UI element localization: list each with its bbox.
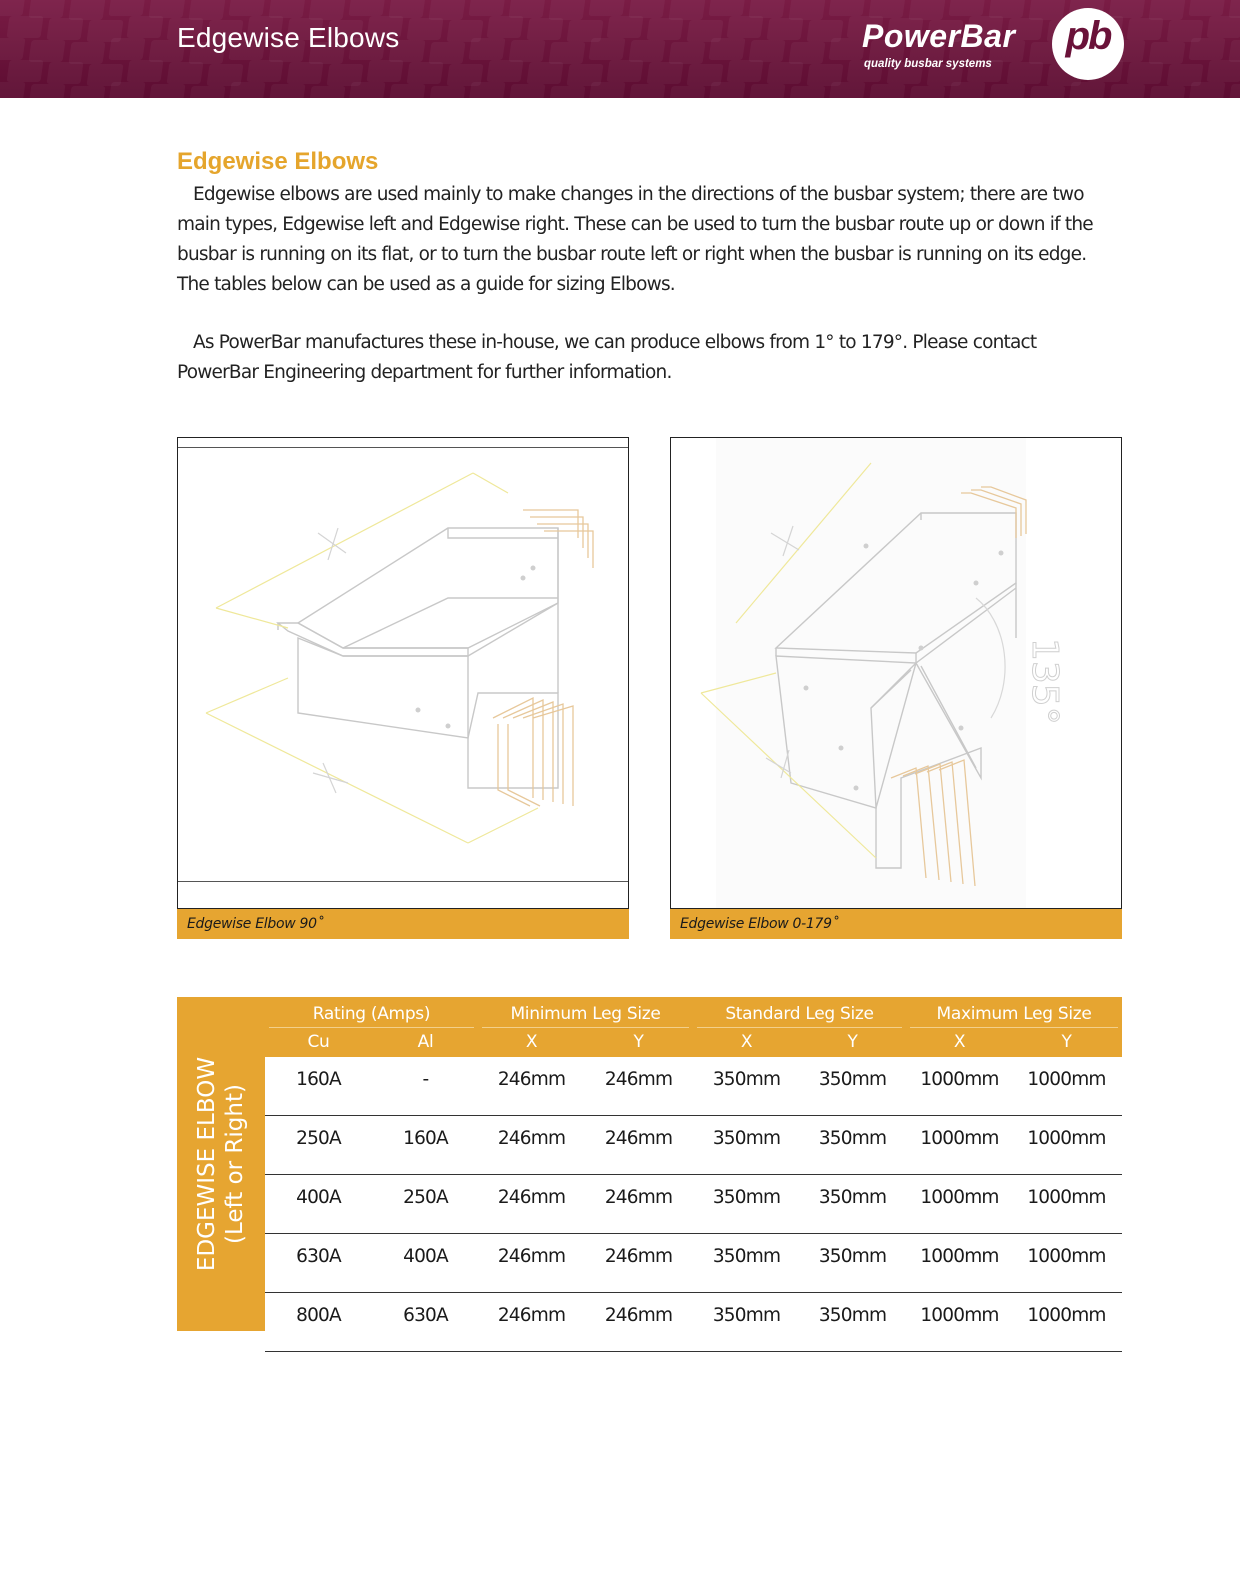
header-pattern-tile [0, 0, 26, 16]
contact-paragraph: As PowerBar manufactures these in-house, we can produce elbows from 1° to 179°. Please contact PowerBar Engineering department for further information. [177, 332, 1037, 383]
table-cell: 630A [403, 1305, 448, 1326]
header-pattern-tile [108, 0, 145, 16]
sub-header: X [740, 1032, 753, 1052]
header-pattern-tile [0, 82, 26, 98]
table-cell: 1000mm [920, 1305, 999, 1326]
header-pattern-tile [1108, 84, 1145, 98]
table-cell: 1000mm [920, 1246, 999, 1267]
header-pattern-tile [548, 42, 585, 64]
header-pattern-tile [188, 86, 225, 98]
header-pattern-tile [628, 40, 665, 62]
header-pattern-tile [68, 86, 105, 98]
table-cell: 1000mm [1027, 1069, 1106, 1090]
header-divider [910, 1027, 1118, 1028]
header-pattern-tile [668, 42, 705, 64]
table-cell: 350mm [818, 1187, 887, 1208]
header-pattern-tile [748, 84, 785, 98]
table-cell: 246mm [604, 1128, 673, 1149]
header-pattern-tile [708, 0, 745, 16]
header-pattern-tile [1188, 0, 1225, 16]
header-pattern-tile [828, 0, 865, 16]
sub-header: Cu [307, 1032, 330, 1052]
table-cell: 350mm [712, 1069, 781, 1090]
header-pattern-tile [1206, 16, 1240, 38]
caption-elbow-0-179: Edgewise Elbow 0-179˚ [670, 909, 1122, 939]
header-pattern-tile [486, 60, 523, 82]
table-cell: 400A [403, 1246, 448, 1267]
header-pattern-tile [988, 84, 1025, 98]
brand-logo-block [862, 12, 1122, 82]
side-label-line2: (Left or Right) [222, 1084, 248, 1244]
header-pattern-tile [228, 0, 265, 16]
angle-label-135: 135° [1024, 638, 1065, 725]
header-pattern-tile [726, 60, 763, 82]
header-pattern-tile [1206, 60, 1240, 82]
table-side-label [177, 997, 265, 1331]
table-cell: 1000mm [920, 1187, 999, 1208]
elbow-90-drawing [178, 438, 628, 908]
table-cell: 246mm [604, 1305, 673, 1326]
header-pattern-tile [28, 40, 65, 62]
header-pattern-tile [406, 18, 443, 40]
header-pattern-tile [428, 86, 465, 98]
brand-name: PowerBar [862, 18, 1016, 54]
table-cell: 630A [296, 1246, 341, 1267]
header-pattern-tile [1126, 18, 1163, 40]
header-pattern-tile [166, 62, 203, 84]
header-rating: Rating (Amps) [312, 1004, 431, 1024]
table-cell: 800A [296, 1305, 341, 1326]
table-cell: 350mm [818, 1128, 887, 1149]
header-pattern-tile [6, 16, 43, 38]
header-std-leg: Standard Leg Size [725, 1004, 874, 1024]
header-pattern-tile [0, 38, 26, 60]
header-pattern-tile [908, 86, 945, 98]
header-pattern-tile [606, 60, 643, 82]
table-cell: 246mm [604, 1069, 673, 1090]
header-pattern-tile [588, 38, 625, 60]
table-cell: 246mm [497, 1069, 566, 1090]
table-cell: 160A [403, 1128, 448, 1149]
header-pattern-tile [28, 84, 65, 98]
table-cell: 160A [296, 1069, 341, 1090]
sub-header: X [525, 1032, 538, 1052]
sub-header: Y [847, 1032, 858, 1052]
header-pattern-tile [526, 18, 563, 40]
table-cell: 246mm [604, 1187, 673, 1208]
header-pattern-tile [668, 86, 705, 98]
table-cell: 1000mm [920, 1128, 999, 1149]
header-pattern-tile [428, 42, 465, 64]
table-cell: 246mm [497, 1246, 566, 1267]
table-cell: 246mm [497, 1187, 566, 1208]
header-pattern-tile [766, 62, 803, 84]
header-pattern-tile [708, 82, 745, 98]
header-pattern-tile [108, 82, 145, 98]
header-pattern-tile [428, 0, 465, 20]
header-pattern-tile [646, 18, 683, 40]
header-pattern-tile [628, 84, 665, 98]
table-cell: 1000mm [1027, 1187, 1106, 1208]
header-pattern-tile [1148, 42, 1185, 64]
header-pattern-tile [308, 0, 345, 20]
table-cell: 350mm [818, 1246, 887, 1267]
intro-paragraph: Edgewise elbows are used mainly to make changes in the directions of the busbar system; there are two main types, Edgewise left and Edgewise right. These can be used to turn the busbar route up or down if the busbar is running on its flat, or to turn the busbar route left or right when the busbar is running on its edge. The tables below can be used as a guide for sizing Elbows. [177, 184, 1093, 295]
table-cell: 350mm [818, 1069, 887, 1090]
table-cell: 250A [403, 1187, 448, 1208]
table-row [265, 1175, 1122, 1234]
side-label-line1: EDGEWISE ELBOW [194, 1056, 220, 1272]
header-min-leg: Minimum Leg Size [510, 1004, 661, 1024]
header-pattern-tile [1188, 82, 1225, 98]
header-pattern-tile [788, 42, 825, 64]
side-label-text [193, 1057, 249, 1271]
header-pattern-tile [646, 62, 683, 84]
header-pattern-tile [1028, 86, 1065, 98]
header-pattern-tile [308, 86, 345, 98]
table-cell: - [422, 1069, 429, 1090]
header-divider [697, 1027, 902, 1028]
header-pattern-tile [286, 62, 323, 84]
header-pattern-tile [108, 38, 145, 60]
header-pattern-tile [1148, 0, 1185, 20]
header-pattern-tile [588, 82, 625, 98]
header-pattern-tile [1228, 40, 1240, 62]
header-pattern-tile [348, 82, 385, 98]
caption-elbow-90: Edgewise Elbow 90˚ [177, 909, 629, 939]
header-pattern-tile [46, 18, 83, 40]
header-pattern-tile [868, 84, 905, 98]
header-max-leg: Maximum Leg Size [936, 1004, 1092, 1024]
elbow-0-179-drawing [671, 438, 1121, 908]
header-pattern-tile [748, 40, 785, 62]
header-pattern-tile [188, 0, 225, 20]
header-pattern-tile [726, 16, 763, 38]
header-pattern-tile [6, 60, 43, 82]
header-pattern-tile [68, 42, 105, 64]
header-pattern-tile [468, 38, 505, 60]
header-pattern-tile [1228, 84, 1240, 98]
header-pattern-tile [1126, 62, 1163, 84]
figure-elbow-90 [177, 437, 629, 909]
header-pattern-tile [366, 60, 403, 82]
header-pattern-tile [268, 84, 305, 98]
table-cell: 246mm [497, 1128, 566, 1149]
header-divider [482, 1027, 689, 1028]
header-pattern-tile [468, 82, 505, 98]
table-cell: 1000mm [920, 1069, 999, 1090]
table-row [265, 1234, 1122, 1293]
header-pattern-tile [228, 82, 265, 98]
header-pattern-tile [766, 18, 803, 40]
sub-header: Al [417, 1032, 434, 1052]
header-divider [269, 1027, 474, 1028]
table-cell: 246mm [604, 1246, 673, 1267]
header-pattern-tile [788, 86, 825, 98]
header-pattern-tile [606, 16, 643, 38]
header-pattern-tile [1148, 86, 1185, 98]
header-pattern-tile [588, 0, 625, 16]
table-cell: 250A [296, 1128, 341, 1149]
header-pattern-tile [668, 0, 705, 20]
header-title: Edgewise Elbows [177, 22, 400, 53]
table-row [265, 1116, 1122, 1175]
table-cell: 400A [296, 1187, 341, 1208]
header-pattern-tile [508, 40, 545, 62]
figure-elbow-0-179 [670, 437, 1122, 909]
header-pattern-tile [708, 38, 745, 60]
header-pattern-tile [828, 82, 865, 98]
header-pattern-tile [486, 16, 523, 38]
table-cell: 246mm [497, 1305, 566, 1326]
brand-tagline: quality busbar systems [864, 58, 992, 70]
logo-text: pb [1065, 14, 1111, 58]
header-pattern-tile [148, 84, 185, 98]
header-pattern-tile [126, 60, 163, 82]
sub-header: X [953, 1032, 966, 1052]
header-pattern-tile [46, 62, 83, 84]
table-cell: 350mm [712, 1305, 781, 1326]
header-pattern-tile [828, 38, 865, 60]
header-pattern-tile [548, 86, 585, 98]
table-cell: 350mm [712, 1246, 781, 1267]
header-pattern-tile [68, 0, 105, 20]
pb-logo-icon [1052, 8, 1124, 80]
table-cell: 1000mm [1027, 1128, 1106, 1149]
table-cell: 1000mm [1027, 1246, 1106, 1267]
sub-header: Y [1061, 1032, 1072, 1052]
section-title: Edgewise Elbows [177, 148, 379, 175]
header-pattern-tile [508, 84, 545, 98]
table-row [265, 1293, 1122, 1352]
header-pattern-tile [348, 0, 385, 16]
header-pattern-tile [526, 62, 563, 84]
table-row [265, 1057, 1122, 1116]
header-pattern-tile [126, 16, 163, 38]
header-pattern-tile [246, 60, 283, 82]
header-pattern-tile [548, 0, 585, 20]
header-pattern-tile [1068, 82, 1105, 98]
header-pattern-tile [388, 84, 425, 98]
sub-header: Y [633, 1032, 644, 1052]
table-header [265, 997, 1122, 1057]
header-pattern-tile [1188, 38, 1225, 60]
header-pattern-tile [948, 82, 985, 98]
header-pattern-tile [468, 0, 505, 16]
header-pattern-tile [788, 0, 825, 20]
header-pattern-tile [406, 62, 443, 84]
table-cell: 1000mm [1027, 1305, 1106, 1326]
table-cell: 350mm [712, 1187, 781, 1208]
table-cell: 350mm [818, 1305, 887, 1326]
table-cell: 350mm [712, 1128, 781, 1149]
page-header [0, 0, 1240, 98]
